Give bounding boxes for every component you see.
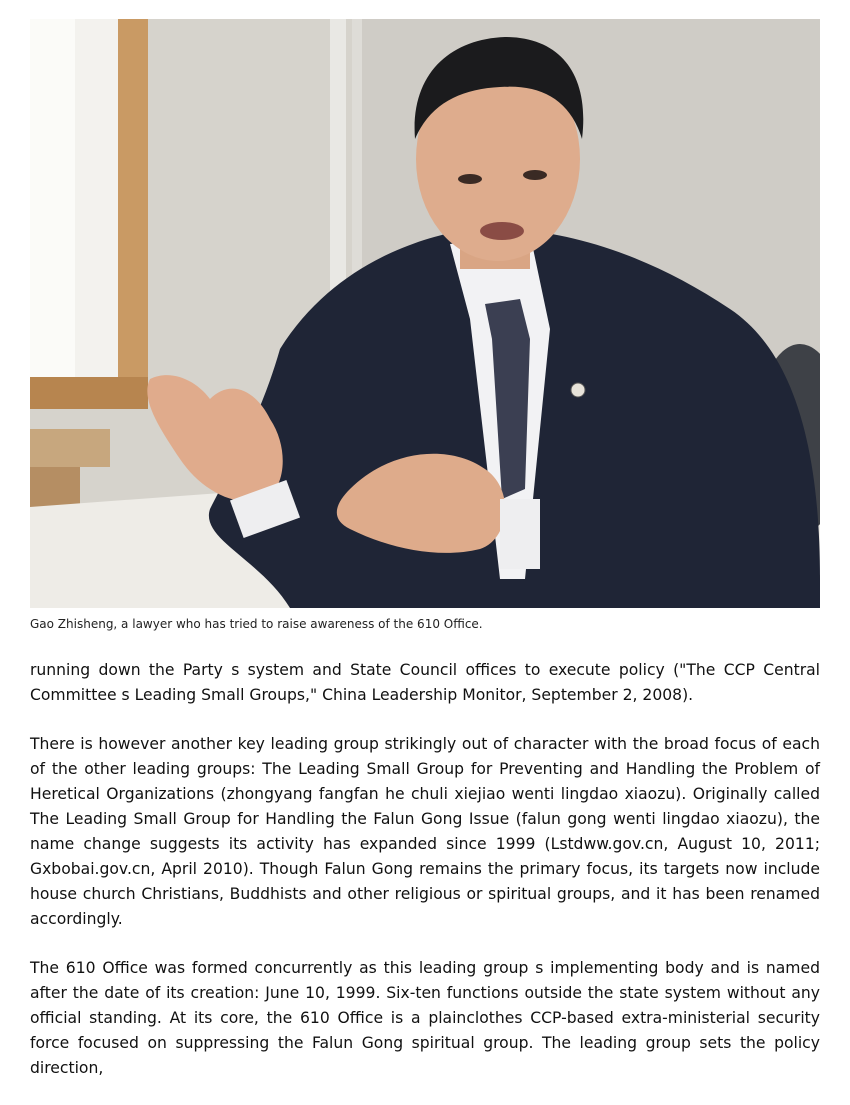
- portrait-illustration: [30, 19, 820, 608]
- photo-caption: Gao Zhisheng, a lawyer who has tried to raise awareness of the 610 Office.: [30, 617, 483, 631]
- portrait-photo: [30, 19, 820, 608]
- paragraph: running down the Party s system and State Council offices to execute policy ("The CCP Central Committee s Leading Small Groups," China Leadership Monitor, September 2, 2008).: [30, 661, 820, 704]
- paragraph: There is however another key leading group strikingly out of character with the broad focus of each of the other leading groups: The Leading Small Group for Preventing and Handling the Problem of Heretical Organizations (zhongyang fangfan he chuli xiejiao wenti lingdao xiaozu). Originally called The Leading Small Group for Handling the Falun Gong Issue (falun gong wenti lingdao xiaozu), the name change suggests its activity has expanded since 1999 (Lstdww.gov.cn, August 10, 2011; Gxbobai.gov.cn, April 2010). Though Falun Gong remains the primary focus, its targets now include house church Christians, Buddhists and other religious or spiritual groups, and it has been renamed accordingly.: [30, 735, 820, 928]
- paragraph: The 610 Office was formed concurrently as this leading group s implementing body and is named after the date of its creation: June 10, 1999. Six-ten functions outside the state system without any official standing. At its core, the 610 Office is a plainclothes CCP-based extra-ministerial security force focused on suppressing the Falun Gong spiritual group. The leading group sets the policy direction,: [30, 959, 820, 1077]
- article-body: [30, 658, 820, 1105]
